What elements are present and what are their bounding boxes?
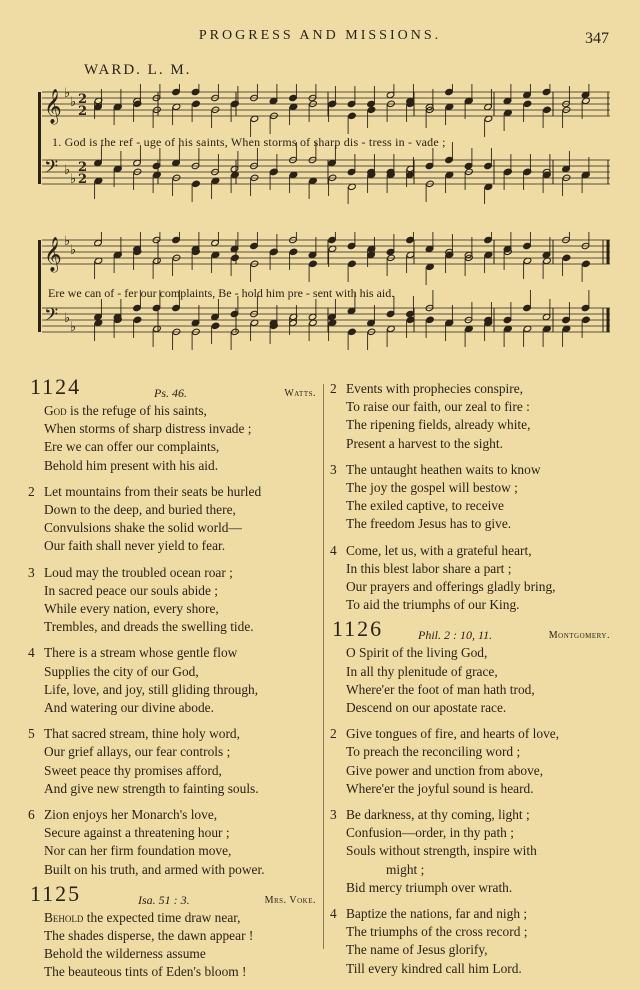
flat-icon: ♭: [64, 86, 71, 101]
verse-line: [330, 806, 614, 824]
note-head: [426, 316, 435, 323]
hymn-number: 1125: [30, 880, 82, 906]
verse-text: Zion enjoys her Monarch's love,: [44, 807, 218, 823]
treble-staff: [42, 84, 610, 137]
hymn-author: Montgomery.: [548, 630, 610, 642]
note-head: [328, 100, 337, 107]
verse-line: God is the refuge of his saints,: [44, 403, 207, 418]
flat-icon: ♭: [70, 320, 77, 335]
stanza: [28, 909, 320, 982]
verse-line: The joy the gospel will bestow ;: [346, 480, 518, 496]
note-head: [582, 260, 591, 267]
verse-line: To preach the reconciling word ;: [346, 744, 521, 760]
time-signature: 2: [78, 92, 88, 107]
verse-text: Let mountains from their seats be hurled: [44, 483, 262, 499]
stanza-number: 4: [330, 542, 337, 558]
scripture-reference: Ps. 46.: [154, 386, 187, 400]
running-title: PROGRESS AND MISSIONS.: [198, 28, 442, 43]
note-head: [582, 316, 591, 323]
note-head: [523, 168, 532, 175]
stanza: [330, 461, 614, 534]
left-column: [28, 374, 320, 990]
verse-line: Behold him present with his aid.: [44, 457, 219, 473]
verse-line: Behold the wilderness assume: [44, 946, 206, 962]
verse-line: Convulsions shake the solid world—: [44, 520, 242, 536]
hymn-1125-continued: [330, 380, 614, 614]
verse-line: The ripening fields, already white,: [346, 417, 531, 433]
verse-line: Where'er the foot of man hath trod,: [346, 681, 535, 697]
system-bracket: [38, 240, 41, 332]
stanza-number: 3: [330, 807, 337, 823]
stanza: [28, 725, 320, 798]
verse-text: Come, let us, with a grateful heart,: [346, 542, 532, 558]
note-head: [133, 316, 142, 323]
verse-line: The shades disperse, the dawn appear !: [44, 928, 254, 944]
note-head: [523, 100, 532, 107]
hymn-number: 1124: [30, 374, 82, 399]
hymn-heading: [28, 374, 320, 402]
verse-text: Be darkness, at thy coming, light ;: [346, 807, 530, 823]
flat-icon: ♭: [70, 95, 77, 110]
verse-text: Loud may the troubled ocean roar ;: [44, 564, 233, 580]
note-head: [231, 254, 240, 261]
verse-line: [28, 564, 320, 582]
stanza-number: 4: [330, 906, 337, 922]
note-head: [348, 328, 357, 335]
verse-line: Supplies the city of our God,: [44, 663, 199, 679]
verse-line: In all thy plenitude of grace,: [346, 663, 498, 679]
verse-line: [330, 725, 614, 743]
hymn-number: 1126: [332, 616, 384, 642]
note-head: [270, 248, 279, 255]
scripture-reference: Phil. 2 : 10, 11.: [418, 628, 493, 643]
note-head: [562, 254, 571, 261]
verse-line: When storms of sharp distress invade ;: [44, 421, 252, 437]
verse-line: Our grief allays, our fear controls ;: [44, 744, 231, 760]
verse-line: Down to the deep, and buried there,: [44, 502, 236, 518]
hymn-author: Watts.: [284, 388, 316, 399]
stanza: [330, 806, 614, 897]
stanza: [330, 905, 614, 978]
verse-text: The untaught heathen waits to know: [346, 461, 541, 477]
verse-text: That sacred stream, thine holy word,: [44, 726, 240, 742]
verse-line: [330, 542, 614, 560]
flat-icon: ♭: [64, 234, 71, 249]
time-signature: 2: [78, 160, 88, 175]
hymn-1124: [28, 374, 320, 879]
verse-line: O Spirit of the living God,: [346, 645, 488, 661]
lyrics-line-2: Ere we can of - fer our complaints, Be - hold him pre - sent with his aid.: [48, 286, 395, 300]
verse-line: The freedom Jesus has to give.: [346, 516, 512, 532]
verse-line: [28, 483, 320, 501]
treble-staff: [42, 232, 610, 285]
note-head: [348, 260, 357, 267]
verse-line: Our faith shall never yield to fear.: [44, 538, 226, 554]
verse-text: There is a stream whose gentle flow: [44, 645, 238, 661]
stanza-number: 3: [330, 461, 337, 477]
verse-line: The beauteous tints of Eden's bloom !: [44, 964, 247, 980]
verse-line: The triumphs of the cross record ;: [346, 924, 528, 940]
stanza: [28, 806, 320, 879]
verse-line: [28, 644, 320, 662]
verse-line: [330, 380, 614, 398]
flat-icon: ♭: [64, 163, 71, 178]
flat-icon: ♭: [70, 172, 77, 187]
verse-line: might ;: [386, 861, 425, 877]
note-head: [406, 316, 415, 323]
verse-line: Present a harvest to the sight.: [346, 435, 503, 451]
hymn-1125: [28, 880, 320, 982]
hymn-stanzas: [28, 402, 320, 879]
verse-line: Built on his truth, and armed with power.: [44, 861, 265, 877]
bass-clef-icon: 𝄢: [44, 157, 59, 182]
treble-clef-icon: 𝄞: [44, 237, 62, 272]
hymn-stanzas: [330, 644, 614, 977]
hymn-heading: [330, 616, 614, 644]
flat-icon: ♭: [70, 243, 77, 258]
verse-line: To raise our faith, our zeal to fire :: [346, 399, 530, 415]
stanza-number: 4: [28, 645, 35, 661]
column-divider: [323, 384, 324, 949]
verse-line: Bid mercy triumph over wrath.: [346, 879, 513, 895]
verse-line: While every nation, every shore,: [44, 601, 219, 617]
note-head: [133, 100, 142, 107]
verse-line: [330, 905, 614, 923]
note-head: [192, 180, 201, 187]
verse-line: Where'er the joyful sound is heard.: [346, 780, 534, 796]
verse-line: Life, love, and joy, still gliding through,: [44, 681, 259, 697]
system-bracket: [38, 92, 41, 184]
verse-line: Secure against a threatening hour ;: [44, 825, 230, 841]
stanza-number: 6: [28, 807, 35, 823]
note-head: [348, 112, 357, 119]
hymn-author: Mrs. Voke.: [264, 894, 316, 906]
stanza: [330, 725, 614, 798]
stanza-number: 2: [28, 483, 35, 499]
verse-line: The exiled captive, to receive: [346, 498, 505, 514]
treble-clef-icon: 𝄞: [44, 89, 62, 124]
verse-text: Baptize the nations, far and nigh ;: [346, 906, 528, 922]
stanza: [330, 380, 614, 453]
verse-line: Confusion—order, in thy path ;: [346, 825, 514, 841]
right-column: [330, 380, 614, 986]
verse-line: And give new strength to fainting souls.: [44, 780, 259, 796]
verse-line: [28, 806, 320, 824]
stanza: [28, 483, 320, 556]
stanza: [28, 402, 320, 475]
verse-line: Our prayers and offerings gladly bring,: [346, 579, 556, 595]
verse-line: Souls without strength, inspire with: [346, 843, 537, 859]
time-signature: 2: [78, 104, 88, 119]
note-head: [211, 322, 220, 329]
flat-icon: ♭: [64, 311, 71, 326]
note-head: [289, 248, 298, 255]
lyrics-line-1: 1. God is the ref - uge of his saints, When storms of sharp dis - tress in - vade ;: [52, 135, 446, 149]
note-head: [543, 106, 552, 113]
hymn-heading: [28, 880, 320, 909]
verse-line: To aid the triumphs of our King.: [346, 597, 520, 613]
stanza-number: 2: [330, 381, 337, 396]
stanza: [330, 644, 614, 717]
verse-line: [330, 461, 614, 479]
verse-line: Sweet peace thy promises afford,: [44, 762, 222, 778]
verse-text: Events with prophecies conspire,: [346, 381, 524, 396]
verse-line: Nor can her firm foundation move,: [44, 843, 232, 859]
verse-text: Give tongues of fire, and hearts of love,: [346, 726, 560, 742]
hymn-stanzas: [28, 909, 320, 982]
verse-line: Trembles, and dreads the swelling tide.: [44, 619, 254, 635]
note-head: [192, 100, 201, 107]
note-head: [367, 106, 376, 113]
page-number: 347: [585, 30, 609, 47]
stanza-number: 5: [28, 726, 35, 742]
verse-line: In this blest labor share a part ;: [346, 560, 512, 576]
verse-line: Ere we can offer our complaints,: [44, 439, 220, 455]
bass-clef-icon: 𝄢: [44, 305, 59, 330]
time-signature: 2: [78, 172, 88, 187]
verse-line: Descend on our apostate race.: [346, 700, 507, 716]
stanza-number: 3: [28, 564, 35, 580]
tune-title: WARD. L. M.: [84, 62, 192, 78]
verse-line: In sacred peace our souls abide ;: [44, 582, 219, 598]
stanza: [330, 542, 614, 615]
verse-line: [28, 725, 320, 743]
stanza-number: 2: [330, 726, 337, 742]
stanza: [28, 564, 320, 637]
verse-line: Till every kindred call him Lord.: [346, 960, 522, 976]
stanza: [28, 644, 320, 717]
verse-line: The name of Jesus glorify,: [346, 942, 488, 958]
verse-line: And watering our divine abode.: [44, 700, 214, 716]
verse-line: Behold the expected time draw near,: [44, 909, 241, 925]
scripture-reference: Isa. 51 : 3.: [138, 892, 190, 907]
verse-line: Give power and unction from above,: [346, 762, 544, 778]
note-head: [309, 260, 318, 267]
hymn-1126: [330, 616, 614, 977]
bass-staff: [42, 142, 610, 204]
